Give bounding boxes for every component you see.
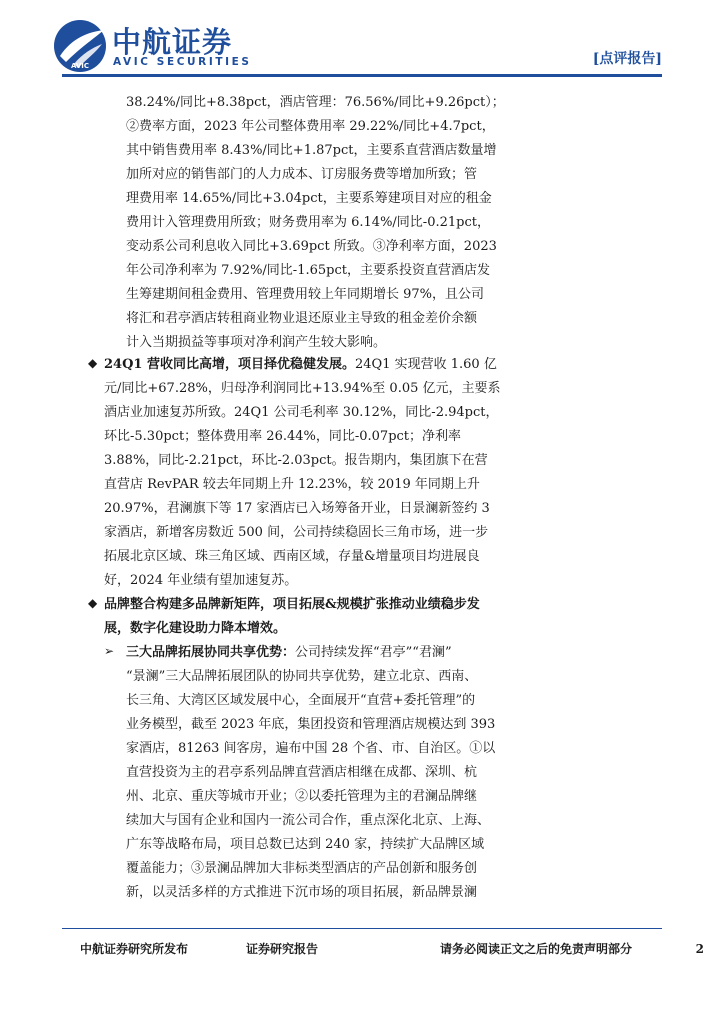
brand-name-cn: 中航证券 [112, 25, 233, 59]
arrow-bullet-icon: ➢ [104, 644, 115, 658]
text-line: 加所对应的销售部门的人力成本、订房服务费等增加所致；管 [126, 167, 478, 182]
text-line: ②费率方面，2023 年公司整体费用率 29.22%/同比+4.7pct， [126, 119, 495, 134]
text-line: 续加大与国有企业和国内一流公司合作，重点深化北京、上海、 [126, 813, 491, 828]
page-header [0, 0, 724, 82]
text-line: 环比-5.30pct；整体费用率 26.44%，同比-0.07pct；净利率 [104, 429, 462, 444]
footer-publisher: 中航证券研究所发布 [80, 942, 189, 956]
text-line: “景澜”三大品牌拓展团队的协同共享优势，建立北京、西南、 [126, 669, 478, 684]
text-line: 将汇和君亭酒店转租商业物业退还原业主导致的租金差价余额 [126, 311, 478, 326]
text-line: 费用计入管理费用所致；财务费用率为 6.14%/同比-0.21pct， [126, 215, 490, 230]
diamond-bullet-icon: ◆ [88, 596, 98, 610]
text-line: 年公司净利率为 7.92%/同比-1.65pct，主要系投资直营酒店发 [126, 263, 490, 278]
diamond-bullet-icon: ◆ [88, 356, 98, 370]
text-line: 理费用率 14.65%/同比+3.04pct，主要系筹建项目对应的租金 [126, 191, 492, 206]
text-line: 业务模型，截至 2023 年底，集团投资和管理酒店规模达到 393 [126, 717, 496, 732]
text-line: 元/同比+67.28%，归母净利润同比+13.94%至 0.05 亿元，主要系 [104, 381, 501, 396]
sub-bullet-text: 公司持续发挥“君亭”“君澜” [295, 645, 452, 660]
text-line: 直营投资为主的君亭系列品牌直营酒店相继在成都、深圳、杭 [126, 765, 478, 780]
text-line: 其中销售费用率 8.43%/同比+1.87pct，主要系直营酒店数量增 [126, 143, 497, 158]
text-line: 变动系公司利息收入同比+3.69pct 所致。③净利率方面，2023 [126, 239, 497, 254]
text-line: 直营店 RevPAR 较去年同期上升 12.23%，较 2019 年同期上升 [104, 477, 480, 492]
brand-name-en: AVIC SECURITIES [113, 56, 252, 68]
text-line: 38.24%/同比+8.38pct，酒店管理：76.56%/同比+9.26pct）； [126, 95, 505, 110]
text-line: 拓展北京区域、珠三角区域、西南区域，存量&增量项目均进展良 [104, 549, 480, 564]
text-line: 20.97%，君澜旗下等 17 家酒店已入场筹备开业，日景澜新签约 3 [104, 501, 490, 516]
text-line: 广东等战略布局，项目总数已达到 240 家，持续扩大品牌区域 [126, 837, 485, 852]
text-line: 3.88%，同比-2.21pct，环比-2.03pct。报告期内，集团旗下在营 [104, 453, 488, 468]
text-line: 长三角、大湾区区域发展中心，全面展开“直营+委托管理”的 [126, 693, 476, 708]
footer-divider [62, 928, 662, 929]
text-line: 好，2024 年业绩有望加速复苏。 [104, 573, 298, 588]
header-divider [62, 74, 662, 77]
text-line: 家酒店，81263 间客房，遍布中国 28 个省、市、自治区。①以 [126, 741, 496, 756]
logo-badge-text: AVIC [70, 62, 90, 70]
bullet-text: 24Q1 实现营收 1.60 亿 [355, 357, 497, 372]
footer-disclaimer-note: 请务必阅读正文之后的免责声明部分 [440, 942, 633, 956]
page-number: 2 [695, 942, 704, 956]
text-line: 生筹建期间租金费用、管理费用较上年同期增长 97%，且公司 [126, 287, 485, 302]
bullet-paragraph-first-line [104, 356, 497, 373]
text-line: 酒店业加速复苏所致。24Q1 公司毛利率 30.12%，同比-2.94pct， [104, 405, 499, 420]
text-line: 计入当期损益等事项对净利润产生较大影响。 [126, 335, 387, 350]
report-type-label: [点评报告] [592, 51, 662, 67]
sub-bullet-heading: 三大品牌拓展协同共享优势： [126, 645, 296, 660]
footer-report-label: 证券研究报告 [246, 942, 319, 956]
avic-logo-icon [52, 18, 108, 74]
text-line: 覆盖能力；③景澜品牌加大非标类型酒店的产品创新和服务创 [126, 861, 478, 876]
sub-bullet-first-line [126, 644, 452, 661]
bullet-heading: 品牌整合构建多品牌新矩阵，项目拓展&规模扩张推动业绩稳步发 [104, 597, 480, 612]
bullet-heading: 展，数字化建设助力降本增效。 [104, 621, 287, 636]
bullet-heading: 24Q1 营收同比高增，项目择优稳健发展。 [104, 357, 355, 372]
text-line: 新，以灵活多样的方式推进下沉市场的项目拓展，新品牌景澜 [126, 885, 478, 900]
text-line: 州、北京、重庆等城市开业；②以委托管理为主的君澜品牌继 [126, 789, 478, 804]
text-line: 家酒店，新增客房数近 500 间，公司持续稳固长三角市场，进一步 [104, 525, 489, 540]
